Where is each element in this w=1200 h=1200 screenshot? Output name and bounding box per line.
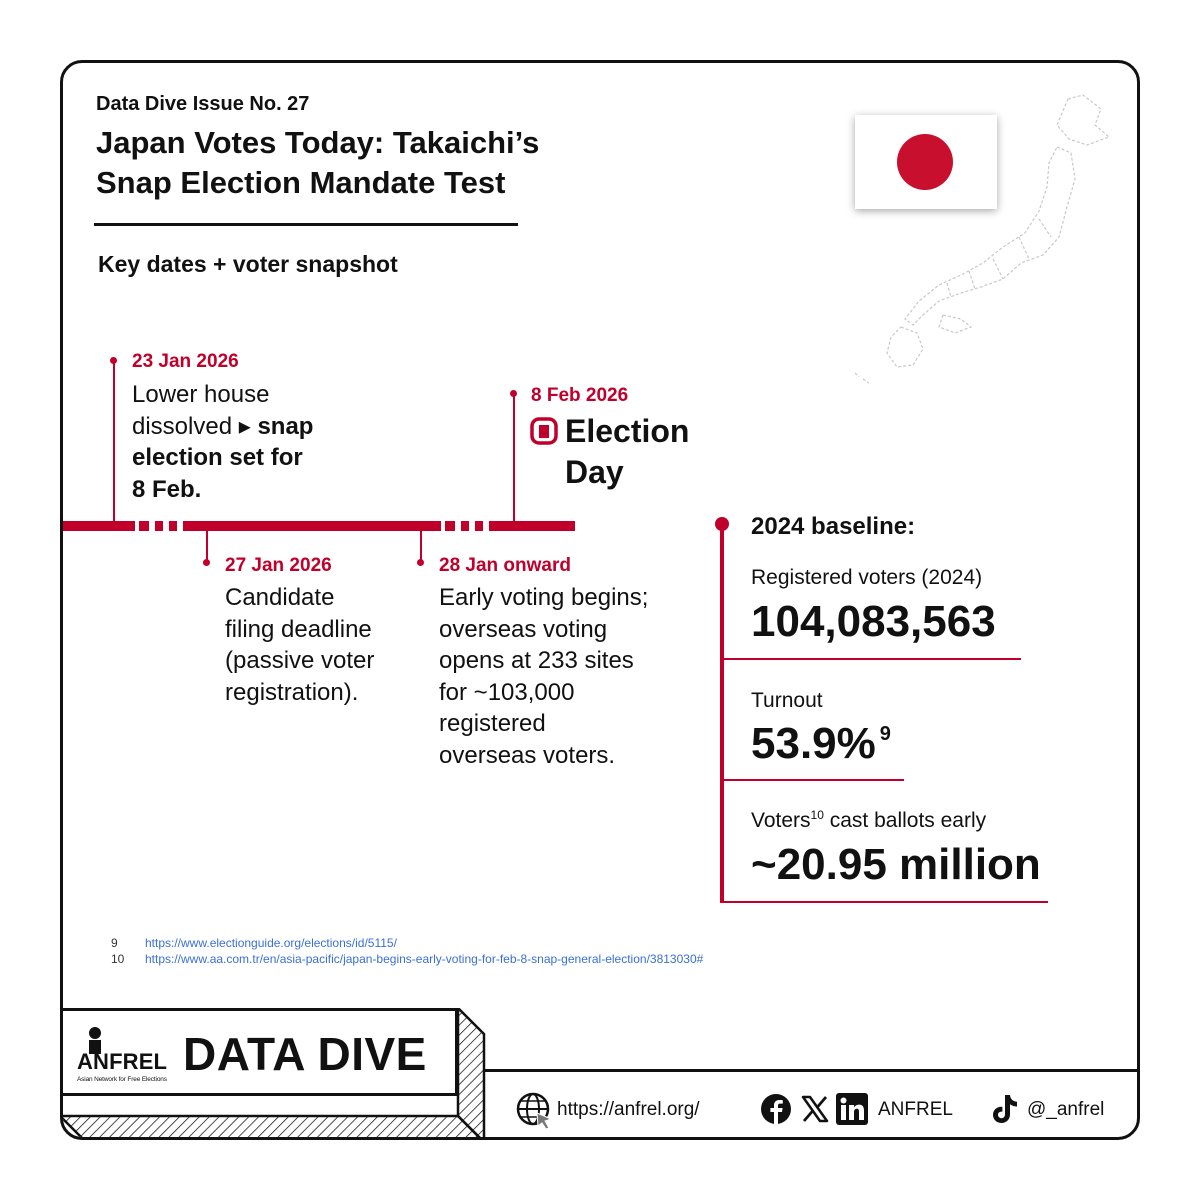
timeline-axis — [63, 518, 583, 534]
footer-divider — [483, 1069, 1140, 1072]
logo-wordmark: ANFREL — [77, 1049, 167, 1074]
brand-box — [60, 1008, 458, 1096]
timeline-marker-dot — [203, 559, 210, 566]
stat-divider — [724, 901, 1048, 903]
tiktok-handle[interactable]: @_anfrel — [1027, 1099, 1105, 1120]
event-text-line: filing deadline — [225, 615, 372, 643]
baseline-heading: 2024 baseline: — [751, 513, 916, 540]
globe-cursor-icon — [515, 1091, 555, 1131]
infographic-card — [60, 60, 1140, 1140]
event-date: 28 Jan onward — [439, 555, 571, 576]
turnout-footnote-ref: 9 — [879, 723, 891, 745]
footnote-link[interactable]: https://www.electionguide.org/elections/id/5115/ — [145, 936, 397, 950]
footnote-link[interactable]: https://www.aa.com.tr/en/asia-pacific/japan-begins-early-voting-for-feb-8-snap-general-election/3813030# — [145, 952, 704, 966]
x-icon[interactable] — [800, 1094, 830, 1124]
footnote-number: 9 — [111, 936, 118, 950]
early-label-text: cast ballots early — [823, 809, 987, 832]
page-title — [96, 123, 616, 203]
event-text-line: Lower house — [132, 381, 270, 408]
event-text-line: election set for — [132, 444, 303, 471]
timeline-marker-line — [113, 360, 115, 522]
event-text-line: (passive voter — [225, 647, 375, 674]
event-date: 27 Jan 2026 — [225, 555, 332, 576]
tiktok-icon[interactable] — [989, 1093, 1019, 1125]
event-text-line: opens at 233 sites — [439, 647, 634, 674]
timeline-marker-dot — [417, 559, 424, 566]
registered-voters-value: 104,083,563 — [751, 597, 996, 646]
event-text-line — [132, 411, 372, 443]
issue-number: Data Dive Issue No. 27 — [96, 93, 310, 115]
event-text-line: Candidate — [225, 584, 335, 611]
japan-flag-icon — [855, 115, 997, 209]
linkedin-icon[interactable] — [836, 1093, 868, 1125]
event-text-line: 8 Feb. — [132, 475, 202, 503]
flag-disc — [897, 134, 953, 190]
event-description — [439, 582, 689, 771]
event-description — [225, 582, 425, 708]
title-line-1: Japan Votes Today: Takaichi’s — [96, 125, 540, 160]
event-text-line: overseas voting — [439, 615, 608, 643]
website-link[interactable]: https://anfrel.org/ — [557, 1099, 700, 1120]
timeline-marker-line — [420, 529, 422, 561]
event-text-line: registered — [439, 710, 546, 737]
early-voters-label — [751, 808, 986, 833]
registered-voters-label: Registered voters (2024) — [751, 566, 983, 589]
early-voters-value: ~20.95 million — [751, 840, 1041, 889]
baseline-marker-line — [720, 525, 724, 903]
timeline-marker-line — [206, 529, 208, 561]
event-text-line: for ~103,000 — [439, 678, 575, 706]
title-line-2: Snap Election Mandate Test — [96, 165, 506, 200]
election-day-label — [565, 411, 689, 493]
ballot-box-icon — [529, 416, 559, 446]
brand-title: DATA DIVE — [183, 1028, 427, 1080]
event-text-plain: dissolved ▸ — [132, 412, 258, 440]
event-text-line: Election — [565, 413, 690, 449]
event-date: 8 Feb 2026 — [531, 385, 629, 406]
event-description — [132, 379, 372, 505]
event-date: 23 Jan 2026 — [132, 351, 239, 372]
footnotes — [111, 935, 703, 967]
footnote — [111, 935, 703, 951]
footnote-number: 10 — [111, 952, 125, 966]
anfrel-logo-icon — [75, 1025, 171, 1087]
turnout-value: 53.9% — [751, 719, 876, 768]
early-label-text: Voters — [751, 809, 811, 832]
turnout-value-row — [751, 719, 891, 769]
stat-divider — [724, 658, 1021, 660]
footnote — [111, 951, 703, 967]
event-text-line: overseas voters. — [439, 741, 616, 769]
early-footnote-ref: 10 — [810, 808, 824, 822]
title-divider — [94, 223, 518, 226]
social-handle[interactable]: ANFREL — [878, 1099, 953, 1120]
turnout-label: Turnout — [751, 689, 823, 712]
logo-subtitle: Asian Network for Free Elections — [77, 1076, 167, 1083]
event-text-line: Day — [565, 454, 624, 490]
event-text-line: Early voting begins; — [439, 584, 649, 611]
event-text-bold: snap — [257, 412, 314, 440]
section-subtitle: Key dates + voter snapshot — [98, 251, 398, 277]
facebook-icon[interactable] — [760, 1093, 792, 1125]
timeline-marker-line — [513, 393, 515, 522]
event-text-line: registration). — [225, 678, 359, 706]
stat-divider — [724, 779, 904, 781]
